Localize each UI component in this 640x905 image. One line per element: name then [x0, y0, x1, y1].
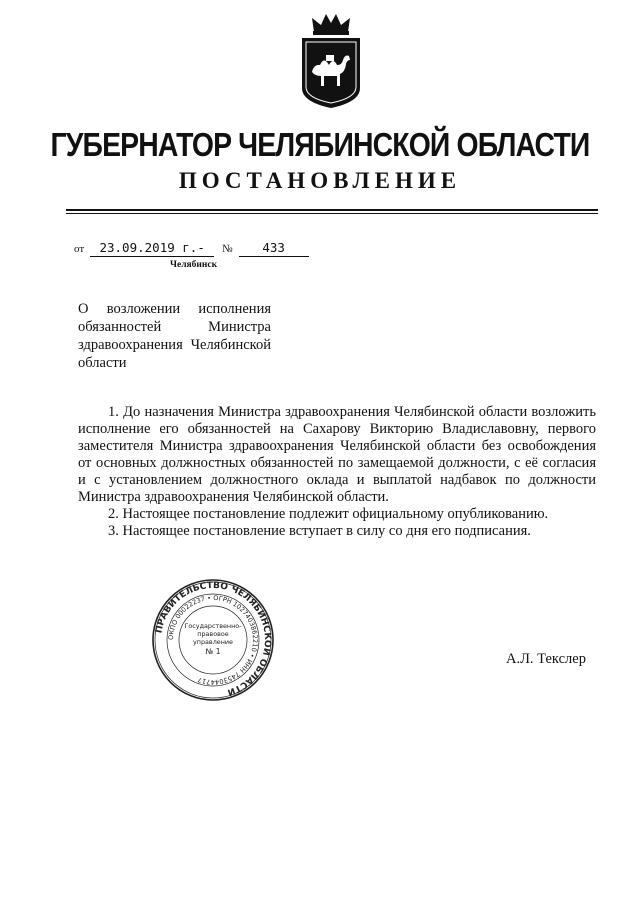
coat-of-arms-icon [296, 10, 366, 110]
svg-text:правовое: правовое [197, 630, 229, 638]
decree-body [78, 404, 596, 540]
decree-subject: О возложении исполнения обязанностей Министра здравоохранения Челябинской области [78, 301, 271, 371]
svg-text:управление: управление [193, 638, 233, 646]
header-rule [66, 209, 598, 211]
date-number-row [74, 240, 309, 258]
body-paragraph-2: 2. Настоящее постановление подлежит официальному опубликованию. [108, 506, 549, 522]
date-field: 23.09.2019 г.- [90, 240, 214, 257]
number-label: № [222, 243, 233, 255]
svg-text:ПРАВИТЕЛЬСТВО ЧЕЛЯБИНСКОЙ ОБЛА: ПРАВИТЕЛЬСТВО ЧЕЛЯБИНСКОЙ ОБЛАСТИ [154, 580, 273, 697]
document-type: ПОСТАНОВЛЕНИЕ [178, 168, 462, 193]
city-label: Челябинск [170, 260, 218, 270]
svg-text:ОКПО 00022237 • ОГРН 102740386: ОКПО 00022237 • ОГРН 1027403862210 • ИНН 7453044717 [166, 593, 260, 687]
svg-text:№ 1: № 1 [205, 647, 221, 656]
svg-text:Государственно-: Государственно- [184, 622, 242, 630]
signatory-name: А.Л. Текслер [506, 651, 586, 667]
number-field: 433 [239, 240, 309, 257]
body-paragraph-1: 1. До назначения Министра здравоохранения Челябинской области возложить исполнение его обязанностей на Сахарову Викторию Владиславовну, первого заместителя Министра здравоохранения Челябинской области без освобождения от основных должностных обязанностей по замещаемой должности, с её согласия и с установлением должностного оклада и выплатой надбавок по должности Министра здравоохранения Челябинской области. [78, 404, 596, 505]
issuer-title: ГУБЕРНАТОР ЧЕЛЯБИНСКОЙ ОБЛАСТИ [50, 126, 590, 163]
official-seal-icon [151, 578, 275, 702]
body-paragraph-3: 3. Настоящее постановление вступает в силу со дня его подписания. [108, 523, 531, 539]
date-label: от [74, 243, 85, 255]
header-rule-thin [66, 213, 598, 214]
